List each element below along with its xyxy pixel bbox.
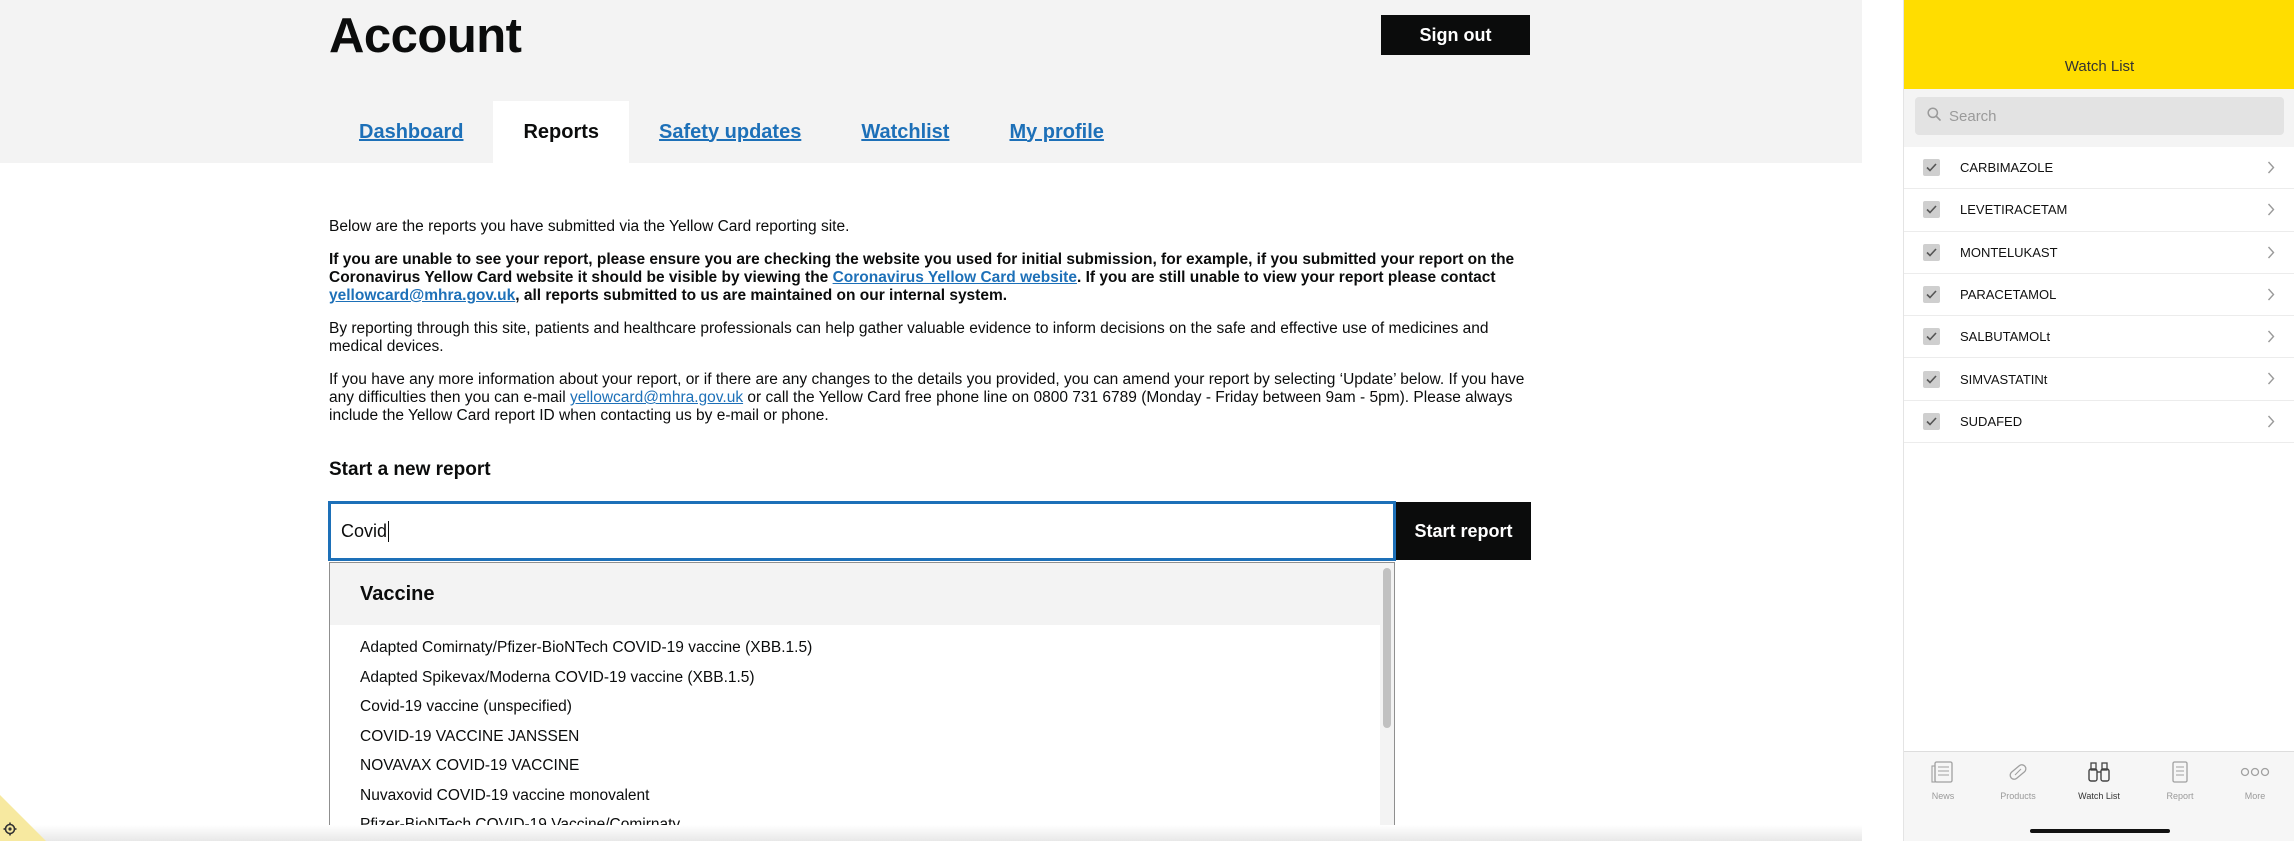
dropdown-option[interactable]: NOVAVAX COVID-19 VACCINE bbox=[360, 757, 580, 774]
coronavirus-yellow-card-link[interactable]: Coronavirus Yellow Card website bbox=[832, 269, 1077, 286]
new-report-heading: Start a new report bbox=[329, 459, 491, 480]
page-bottom-edge bbox=[0, 825, 1862, 841]
amend-text bbox=[329, 371, 1531, 425]
watchlist-item-label: PARACETAMOL bbox=[1960, 287, 2057, 303]
tab-safety-updates[interactable]: Safety updates bbox=[659, 120, 802, 143]
tabbar-more-label: More bbox=[2244, 791, 2266, 801]
dropdown-option[interactable]: Covid-19 vaccine (unspecified) bbox=[360, 698, 572, 715]
watchlist-item[interactable] bbox=[1904, 232, 2294, 274]
checkbox-icon[interactable] bbox=[1923, 371, 1940, 388]
chevron-right-icon bbox=[2267, 246, 2275, 264]
checkbox-icon[interactable] bbox=[1923, 159, 1940, 176]
notice-text-part: , all reports submitted to us are maintained on our internal system. bbox=[515, 287, 1008, 304]
watchlist-item-label: SIMVASTATINt bbox=[1960, 371, 2048, 387]
tabbar-news-label: News bbox=[1931, 791, 1955, 801]
dropdown-list bbox=[360, 639, 812, 841]
chevron-right-icon bbox=[2267, 288, 2275, 306]
tabbar-products-label: Products bbox=[2000, 791, 2036, 801]
watchlist-item-label: MONTELUKAST bbox=[1960, 244, 2058, 260]
amend-text-part: or call the Yellow Card free phone line on 0800 731 6789 (Monday - Friday between 9am - 5pm). Please always include the Yellow Card report ID when contacting us by e-mail or phone. bbox=[329, 389, 1513, 424]
home-indicator bbox=[2030, 829, 2170, 833]
notice-text-part: . If you are still unable to view your report please contact bbox=[1076, 269, 1496, 286]
app-tab-bar bbox=[1904, 751, 2294, 841]
watchlist-item[interactable] bbox=[1904, 358, 2294, 400]
intro-text: Below are the reports you have submitted via the Yellow Card reporting site. bbox=[329, 218, 850, 235]
account-tabs bbox=[329, 101, 1134, 163]
amend-email-link[interactable]: yellowcard@mhra.gov.uk bbox=[569, 389, 744, 406]
chevron-right-icon bbox=[2267, 372, 2275, 390]
tabbar-more[interactable] bbox=[2220, 760, 2290, 801]
contact-email-link[interactable]: yellowcard@mhra.gov.uk bbox=[329, 287, 516, 304]
dropdown-scrollbar[interactable] bbox=[1380, 563, 1394, 841]
watchlist-item-label: SUDAFED bbox=[1960, 413, 2023, 429]
chevron-right-icon bbox=[2267, 161, 2275, 179]
amend-text-part: If you have any more information about your report, or if there are any changes to the details you provided, you can amend your report by selecting ‘Update’ below. If you have any difficulties then you can e-mail bbox=[329, 371, 1525, 406]
dropdown-option[interactable]: Adapted Spikevax/Moderna COVID-19 vaccine (XBB.1.5) bbox=[360, 668, 755, 686]
watchlist bbox=[1904, 147, 2294, 443]
watchlist-item[interactable] bbox=[1904, 274, 2294, 316]
dropdown-option[interactable]: Nuvaxovid COVID-19 vaccine monovalent bbox=[360, 786, 650, 804]
tabbar-news[interactable] bbox=[1908, 760, 1978, 801]
notice-text bbox=[329, 251, 1531, 305]
report-search-input[interactable] bbox=[329, 502, 1395, 560]
checkbox-icon[interactable] bbox=[1923, 286, 1940, 303]
tabbar-report-label: Report bbox=[2166, 791, 2194, 801]
dropdown-group-header bbox=[330, 563, 1380, 625]
dropdown-group-label: Vaccine bbox=[360, 583, 435, 605]
tabbar-watch-list[interactable] bbox=[2064, 760, 2134, 801]
chevron-right-icon bbox=[2267, 415, 2275, 433]
sign-out-button[interactable]: Sign out bbox=[1381, 15, 1530, 55]
start-report-button[interactable]: Start report bbox=[1396, 502, 1531, 560]
watchlist-item-label: SALBUTAMOLt bbox=[1960, 329, 2051, 345]
tab-reports[interactable]: Reports bbox=[493, 101, 629, 163]
tab-dashboard[interactable]: Dashboard bbox=[359, 120, 464, 143]
report-search-value: Covid bbox=[341, 520, 388, 541]
watchlist-item[interactable] bbox=[1904, 401, 2294, 443]
watchlist-app bbox=[1903, 0, 2294, 841]
tabbar-report[interactable] bbox=[2145, 760, 2215, 801]
autocomplete-dropdown bbox=[329, 562, 1395, 841]
search-icon bbox=[1927, 107, 1941, 126]
tabbar-products[interactable] bbox=[1983, 760, 2053, 801]
watchlist-item[interactable] bbox=[1904, 189, 2294, 231]
checkbox-icon[interactable] bbox=[1923, 328, 1940, 345]
checkbox-icon[interactable] bbox=[1923, 201, 1940, 218]
tabbar-watch-list-label: Watch List bbox=[2078, 791, 2120, 801]
pill-icon bbox=[2005, 771, 2031, 788]
chevron-right-icon bbox=[2267, 330, 2275, 348]
dropdown-scrollbar-thumb[interactable] bbox=[1383, 568, 1391, 728]
binoculars-icon bbox=[2086, 771, 2112, 788]
watchlist-item-label: LEVETIRACETAM bbox=[1960, 202, 2068, 218]
tab-my-profile[interactable]: My profile bbox=[1009, 120, 1104, 143]
cookie-settings-icon[interactable] bbox=[0, 795, 46, 841]
page-title: Account bbox=[329, 9, 522, 63]
checkbox-icon[interactable] bbox=[1923, 413, 1940, 430]
evidence-text: By reporting through this site, patients and healthcare professionals can help gather valuable evidence to inform decisions on the safe and effective use of medicines and medical devices. bbox=[329, 320, 1489, 355]
report-icon bbox=[2167, 771, 2193, 788]
app-search-input[interactable] bbox=[1915, 97, 2284, 135]
dropdown-option[interactable]: Adapted Comirnaty/Pfizer-BioNTech COVID-19 vaccine (XBB.1.5) bbox=[360, 639, 813, 656]
more-icon bbox=[2239, 771, 2271, 788]
text-caret bbox=[388, 521, 389, 542]
news-icon bbox=[1930, 771, 1956, 788]
tab-watchlist[interactable]: Watchlist bbox=[861, 120, 950, 143]
app-search-bar bbox=[1904, 89, 2294, 147]
notice-text-part: If you are unable to see your report, please ensure you are checking the website you used for initial submission, for example, if you submitted your report on the Coronavirus Yellow Card website it should be visible by viewing the bbox=[329, 251, 1515, 286]
app-header bbox=[1904, 0, 2294, 89]
app-title: Watch List bbox=[2064, 58, 2135, 75]
watchlist-item[interactable] bbox=[1904, 147, 2294, 189]
watchlist-item[interactable] bbox=[1904, 316, 2294, 358]
chevron-right-icon bbox=[2267, 203, 2275, 221]
dropdown-option[interactable]: COVID-19 VACCINE JANSSEN bbox=[360, 727, 580, 745]
checkbox-icon[interactable] bbox=[1923, 244, 1940, 261]
app-search-placeholder: Search bbox=[1949, 107, 1997, 125]
watchlist-item-label: CARBIMAZOLE bbox=[1960, 160, 2054, 176]
reports-content bbox=[329, 218, 1531, 440]
account-header bbox=[0, 0, 1862, 163]
